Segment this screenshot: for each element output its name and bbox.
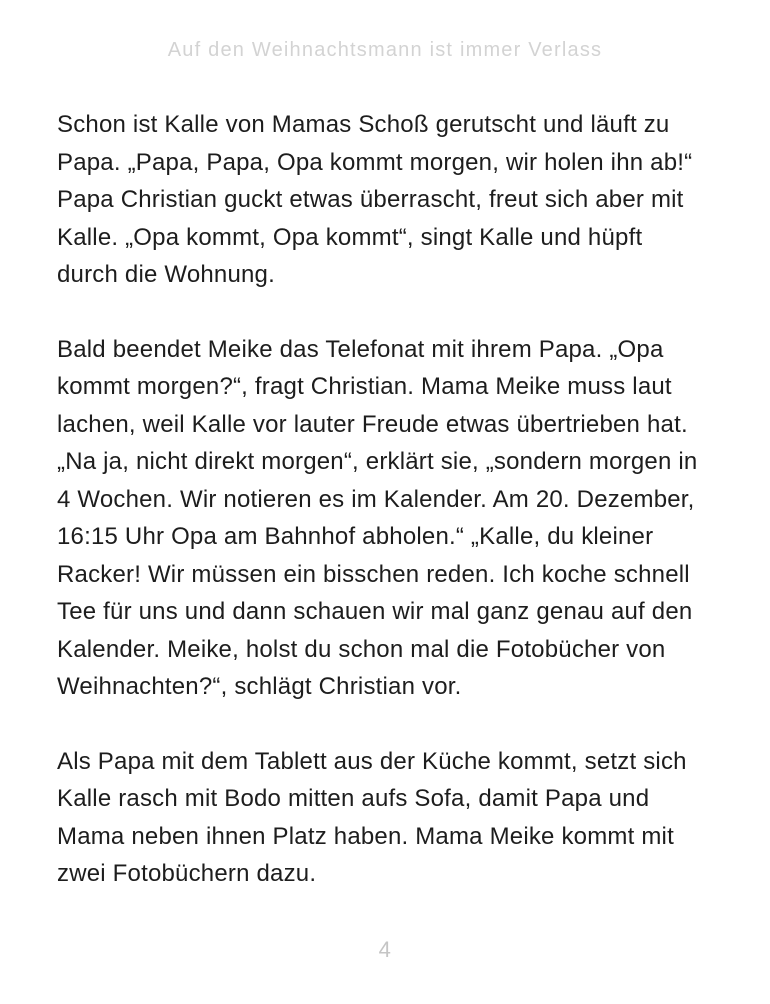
text-line: Als Papa mit dem Tablett aus der Küche kommt, setzt sich [57, 747, 687, 775]
text-line: „Na ja, nicht direkt morgen“, erklärt sie, „sondern morgen in [57, 448, 698, 475]
running-head: Auf den Weihnachtsmann ist immer Verlass [167, 39, 603, 61]
text-line: 16:15 Uhr Opa am Bahnhof abholen.“ „Kalle, du kleiner [57, 523, 654, 550]
text-line: Racker! Wir müssen ein bisschen reden. Ich koche schnell [57, 560, 690, 588]
text-line: Bald beendet Meike das Telefonat mit ihrem Papa. „Opa [57, 335, 664, 363]
text-line: Papa Christian guckt etwas überrascht, freut sich aber mit [57, 186, 684, 213]
page-number: 4 [378, 937, 392, 962]
text-line: Kalle rasch mit Bodo mitten aufs Sofa, damit Papa und [57, 785, 650, 812]
body-text [57, 106, 720, 893]
paragraph [57, 106, 720, 294]
text-line: Mama neben ihnen Platz haben. Mama Meike kommt mit [57, 822, 674, 850]
text-line: Kalender. Meike, holst du schon mal die Fotobücher von [57, 635, 666, 663]
paragraph [57, 331, 720, 706]
text-line: kommt morgen?“, fragt Christian. Mama Meike muss laut [57, 373, 672, 400]
text-line: Kalle. „Opa kommt, Opa kommt“, singt Kalle und hüpft [57, 223, 643, 251]
text-line: Schon ist Kalle von Mamas Schoß gerutscht und läuft zu [57, 111, 670, 138]
text-line: durch die Wohnung. [57, 261, 275, 288]
text-line: Papa. „Papa, Papa, Opa kommt morgen, wir holen ihn ab!“ [57, 148, 693, 176]
paragraph [57, 743, 720, 893]
text-line: zwei Fotobüchern dazu. [57, 860, 317, 887]
text-line: lachen, weil Kalle vor lauter Freude etwas übertrieben hat. [57, 410, 688, 438]
text-line: Tee für uns und dann schauen wir mal ganz genau auf den [57, 598, 693, 625]
text-line: Weihnachten?“, schlägt Christian vor. [57, 673, 462, 700]
text-line: 4 Wochen. Wir notieren es im Kalender. Am 20. Dezember, [57, 485, 695, 513]
